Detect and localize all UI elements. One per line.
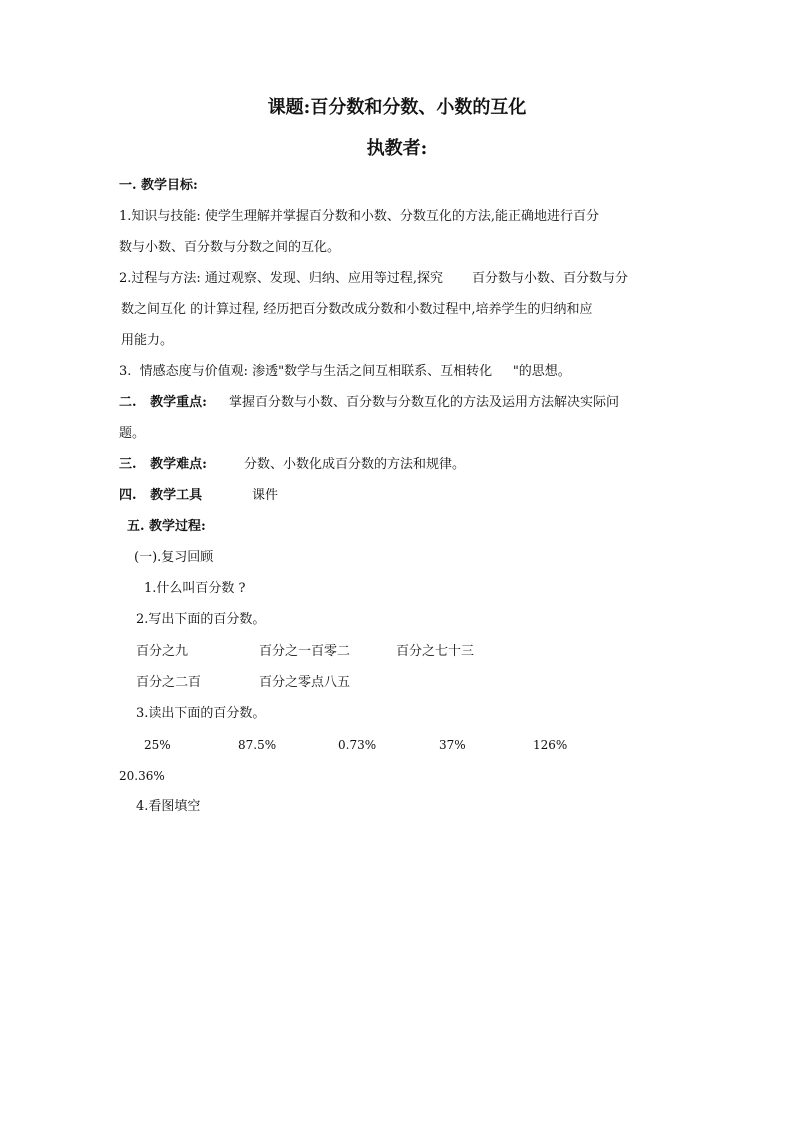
goal-2-line-3: 用能力。 [121,333,174,348]
process-heading: 五. 教学过程: [127,519,206,534]
q2-item: 百分之二百 [136,675,202,690]
goal-1-line-1: 1.知识与技能: 使学生理解并掌握百分数和小数、分数互化的方法,能正确地进行百分 [119,209,600,224]
q3-item: 126% [533,738,568,752]
goals-heading: 一. 教学目标: [119,178,198,193]
question-3: 3.读出下面的百分数。 [136,706,266,721]
keypoint-heading: 二. 教学重点: [119,395,207,410]
question-4: 4.看图填空 [136,799,201,814]
goal-2-line-1: 2.过程与方法: 通过观察、发现、归纳、应用等过程,探究 百分数与小数、百分数与分 [119,271,628,286]
q3-item: 25% [144,738,171,752]
question-2: 2.写出下面的百分数。 [136,612,266,627]
q2-item: 百分之九 [136,644,189,659]
teacher-label: 执教者: [366,138,428,159]
difficulty-heading: 三. 教学难点: [119,457,207,472]
q2-item: 百分之零点八五 [259,675,351,690]
difficulty-text: 分数、小数化成百分数的方法和规律。 [244,457,466,472]
goal-3: 3. 情感态度与价值观: 渗透"数学与生活之间互相联系、互相转化 "的思想。 [119,364,571,379]
keypoint-text-line-1: 掌握百分数与小数、百分数与分数互化的方法及运用方法解决实际问 [229,395,620,410]
keypoint-text-line-2: 题。 [119,426,146,441]
question-1: 1.什么叫百分数 ? [144,581,246,596]
q2-item: 百分之一百零二 [259,644,351,659]
tools-heading: 四. 教学工具 [119,488,203,503]
goal-2-line-2: 数之间互化 的计算过程, 经历把百分数改成分数和小数过程中,培养学生的归纳和应 [121,302,593,317]
q3-item: 87.5% [238,738,277,752]
q3-item: 37% [439,738,466,752]
q2-item: 百分之七十三 [396,644,475,659]
tools-text: 课件 [252,488,279,503]
q3-item: 0.73% [338,738,377,752]
review-heading: (一).复习回顾 [134,550,214,565]
lesson-title: 课题:百分数和分数、小数的互化 [267,97,527,118]
q3-item: 20.36% [119,769,165,783]
goal-1-line-2: 数与小数、百分数与分数之间的互化。 [119,240,341,255]
